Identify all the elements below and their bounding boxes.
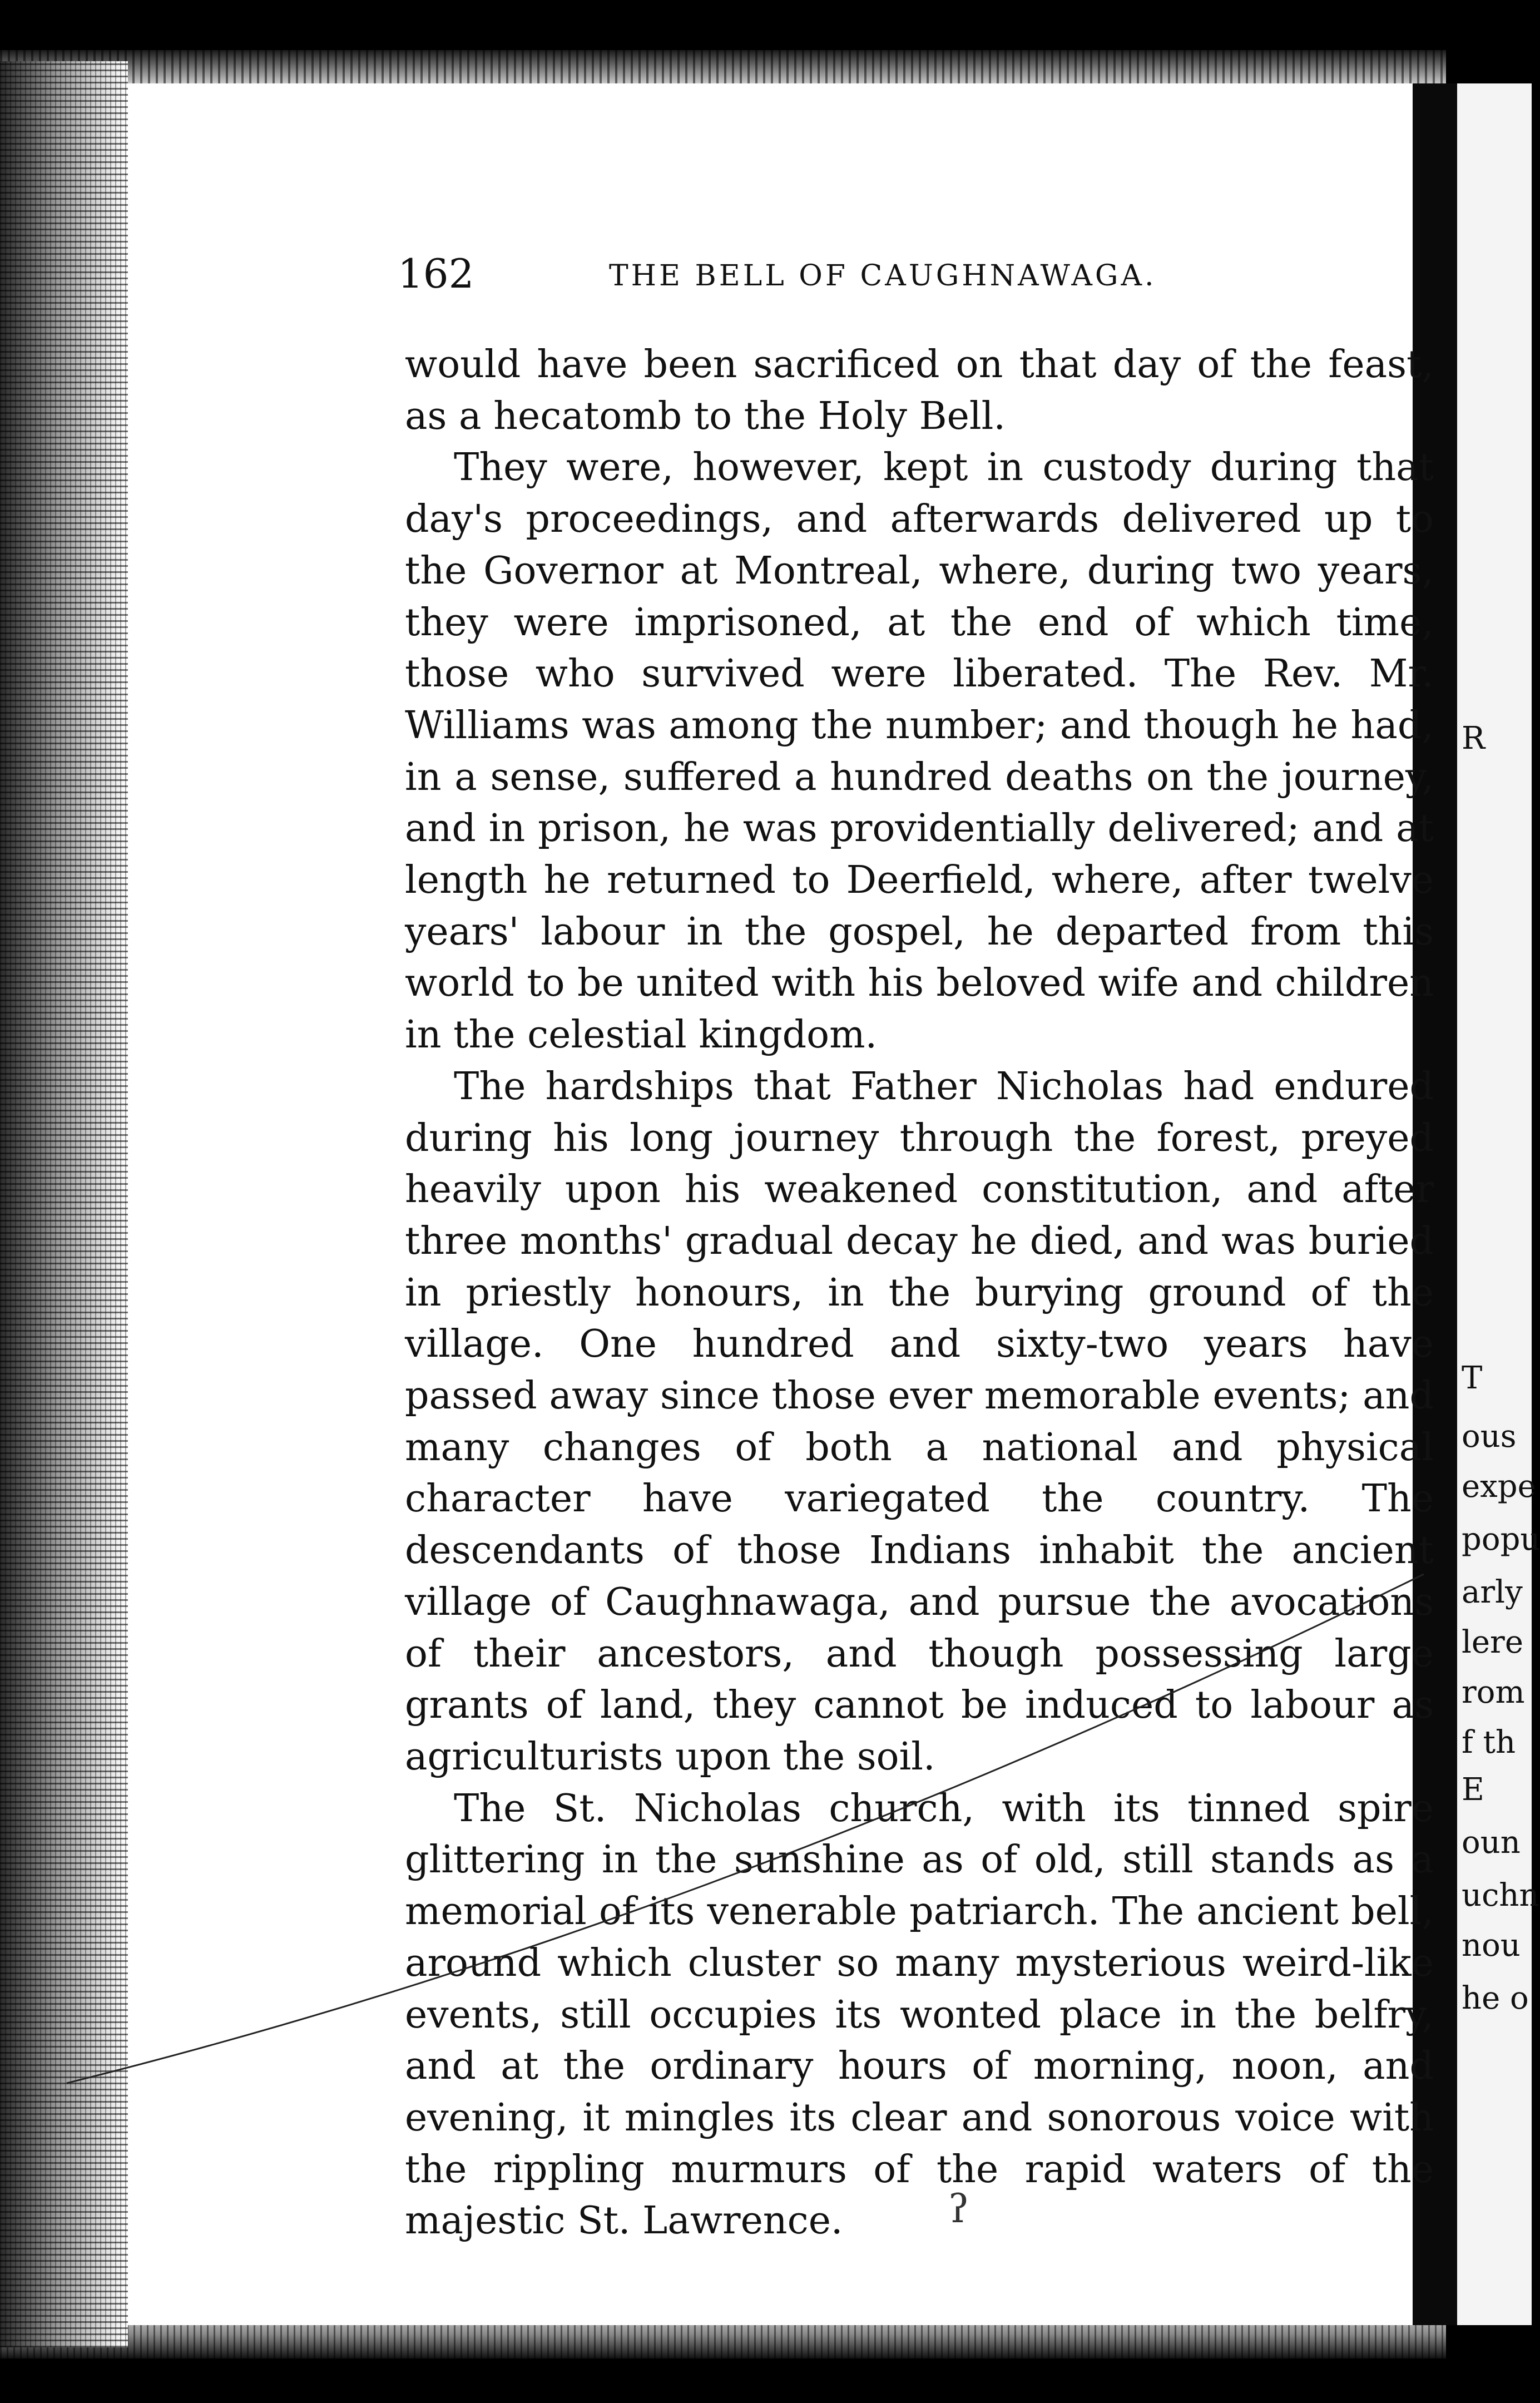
- paragraph-st-nicholas-church: The St. Nicholas church, with its tinned spire glittering in the sunshine as of old, still stands as a memorial of its venerable patriarch. The ancient bell, around which cluster so many mysterious weird-like events, still occupies its wonted place in the belfry, and at the ordinary hours of morning, noon, and evening, it mingles its clear and sonorous voice with the rippling murmurs of the rapid waters of the majestic St. Lawrence.: [405, 1786, 1434, 2243]
- facing-page-fragment: arly: [1462, 1574, 1523, 1610]
- running-title: THE BELL OF CAUGHNAWAGA.: [609, 259, 1157, 293]
- facing-page-fragment: nou: [1462, 1927, 1521, 1964]
- facing-page-fragment: R: [1462, 720, 1485, 756]
- stray-ink-mark: ʔ: [948, 2186, 969, 2232]
- facing-page-fragment: uchn: [1462, 1877, 1539, 1914]
- paragraph-father-nicholas: The hardships that Father Nicholas had endured during his long journey through the forest, preyed heavily upon his weakened constitution, and after three months' gradual decay he died, and was buried in priestly honours, in the burying ground of the village. One hundred and sixty-two years have passed away since those ever memorable events; and many changes of both a national and physical character have variegated the country. The descendants of those Indians inhabit the ancient village of Caughnawaga, and pursue the avocations of their ancestors, and though possessing large grants of land, they cannot be induced to labour as agriculturists upon the soil.: [405, 1064, 1434, 1779]
- facing-page-fragment: lere: [1462, 1624, 1523, 1660]
- facing-page-fragment: he o: [1462, 1980, 1529, 2016]
- running-head: [398, 250, 1282, 300]
- facing-page-fragment: ous: [1462, 1418, 1517, 1455]
- facing-page-fragment: rom: [1462, 1674, 1525, 1710]
- binding-edge: [0, 61, 128, 2347]
- paragraph-custody: They were, however, kept in custody during that day's proceedings, and afterwards delivered up to the Governor at Montreal, where, during two years, they were imprisoned, at the end of which time, those who survived were liberated. The Rev. Mr. Williams was among the number; and though he had, in a sense, suffered a hundred deaths on the journey, and in prison, he was providentially delivered; and at length he returned to Deerfield, where, after twelve years' labour in the gospel, he departed from this world to be united with his beloved wife and children in the celestial kingdom.: [405, 446, 1434, 1057]
- facing-page-fragment: f th: [1462, 1724, 1516, 1761]
- facing-page-fragment: T: [1462, 1360, 1483, 1396]
- page-number: 162: [398, 250, 474, 297]
- facing-page-fragment: oun: [1462, 1824, 1521, 1861]
- body-text: [405, 339, 1434, 2247]
- facing-page-strip: [1457, 83, 1540, 2325]
- facing-page-fragment: E: [1462, 1772, 1484, 1808]
- facing-page-fragment: popu: [1462, 1521, 1540, 1558]
- facing-page-fragment: expe: [1462, 1468, 1536, 1505]
- paragraph-continuation: would have been sacrificed on that day of the feast, as a hecatomb to the Holy Bell.: [405, 343, 1434, 438]
